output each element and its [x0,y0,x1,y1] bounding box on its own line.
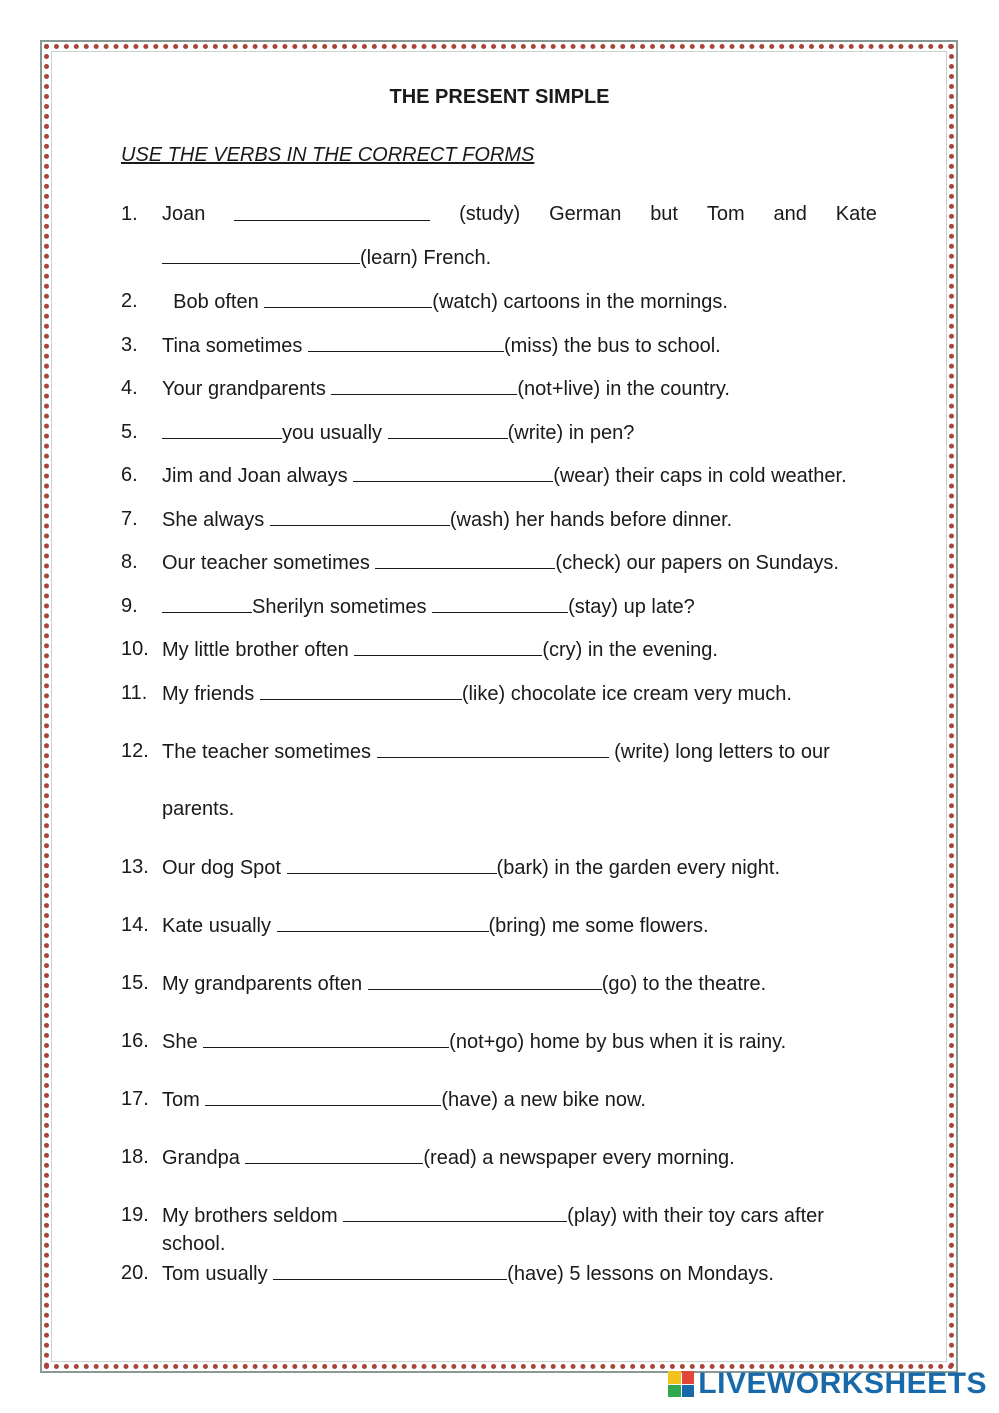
question-text [162,1203,824,1228]
question-number: 5. [121,421,138,443]
q1-word: but [650,203,678,225]
question-text [162,289,728,314]
answer-blank[interactable] [368,971,602,990]
question-1-line-1 [162,202,877,226]
question-text [162,1145,735,1170]
question-prefix: My brothers seldom [162,1205,344,1227]
question-suffix: (check) our papers on Sundays. [555,552,839,574]
question-number: 16. [121,1030,149,1052]
question-text [162,739,830,764]
q1-word: Kate [835,203,877,225]
question-text [162,507,732,532]
answer-blank[interactable] [432,594,568,613]
question-number: 10. [121,638,149,660]
question-number: 6. [121,464,138,486]
question-number: 17. [121,1088,149,1110]
answer-blank[interactable] [260,681,462,700]
question-suffix: (write) in pen? [507,422,635,444]
question-text [162,971,766,996]
question-suffix: (bring) me some flowers. [488,915,709,937]
question-number-1: 1. [121,203,138,225]
answer-blank[interactable] [205,1087,441,1106]
answer-blank[interactable] [245,1145,423,1164]
question-prefix: Our dog Spot [162,857,287,879]
question-prefix: She [162,1031,204,1053]
answer-blank[interactable] [375,550,555,569]
question-number: 7. [121,508,138,530]
q1-word: and [773,203,807,225]
question-prefix: My little brother often [162,639,355,661]
question-prefix: The teacher sometimes [162,741,377,763]
footer-watermark [668,1367,987,1401]
instruction: USE THE VERBS IN THE CORRECT FORMS [121,144,535,166]
question-prefix: Bob often [162,291,265,313]
answer-blank[interactable] [331,376,517,395]
q1-word: Tom [706,203,745,225]
question-text [162,420,634,445]
answer-blank[interactable] [264,289,432,308]
question-text [162,1261,774,1286]
question-text [162,913,709,938]
answer-blank[interactable] [354,637,542,656]
question-prefix: My friends [162,683,260,705]
question-suffix: (have) 5 lessons on Mondays. [507,1263,774,1285]
question-prefix: Tom usually [162,1263,274,1285]
question-text [162,1087,646,1112]
question-number: 11. [121,682,148,704]
q1-word: Joan [162,203,206,225]
question-number: 9. [121,595,138,617]
question-suffix: (go) to the theatre. [601,973,767,995]
answer-blank[interactable] [308,333,504,352]
question-number: 2. [121,290,138,312]
answer-blank[interactable] [270,507,450,526]
question-number: 4. [121,377,138,399]
question-text [162,333,721,358]
question-1-line-2 [162,245,491,270]
question-suffix: (wear) their caps in cold weather. [553,465,847,487]
question-number: 20. [121,1262,149,1284]
question-text [162,550,839,575]
q1-word: (study) [459,203,521,225]
question-text [162,594,695,619]
question-suffix: (like) chocolate ice cream very much. [461,683,792,705]
question-prefix: Your grandparents [162,378,332,400]
question-subject: you usually [282,422,388,444]
question-line-2: parents. [162,798,235,820]
answer-blank[interactable] [353,463,553,482]
answer-blank[interactable] [273,1261,507,1280]
question-text [162,1029,786,1054]
question-number: 13. [121,856,149,878]
question-suffix: (cry) in the evening. [542,639,718,661]
question-number: 3. [121,334,138,356]
question-number: 12. [121,740,149,762]
liveworksheets-logo-icon [668,1371,694,1397]
question-number: 8. [121,551,138,573]
answer-blank[interactable] [162,594,252,613]
answer-blank[interactable] [287,855,497,874]
question-suffix: (play) with their toy cars after [567,1205,824,1227]
question-prefix: Grandpa [162,1147,246,1169]
answer-blank[interactable] [377,739,609,758]
question-text [162,463,847,488]
answer-blank[interactable] [162,420,282,439]
question-suffix: (have) a new bike now. [441,1089,646,1111]
question-suffix: (read) a newspaper every morning. [423,1147,735,1169]
question-text [162,637,718,662]
question-prefix: Kate usually [162,915,277,937]
worksheet-title: THE PRESENT SIMPLE [389,86,610,108]
answer-blank-1a[interactable] [234,202,430,221]
answer-blank[interactable] [388,420,508,439]
question-prefix: Our teacher sometimes [162,552,376,574]
question-prefix: She always [162,509,270,531]
question-line-2: school. [162,1233,226,1255]
question-subject: Sherilyn sometimes [252,596,433,618]
question-suffix: (miss) the bus to school. [503,335,721,357]
question-number: 14. [121,914,149,936]
question-prefix: Jim and Joan always [162,465,354,487]
answer-blank-1b[interactable] [162,245,360,264]
page-border [40,40,958,1373]
answer-blank[interactable] [277,913,489,932]
answer-blank[interactable] [203,1029,449,1048]
question-number: 18. [121,1146,149,1168]
question-prefix: Tina sometimes [162,335,308,357]
question-prefix: Tom [162,1089,206,1111]
question-suffix: (write) long letters to our [608,741,830,763]
answer-blank[interactable] [343,1203,567,1222]
question-suffix: (not+live) in the country. [517,378,730,400]
question-text [162,681,792,706]
question-suffix: (watch) cartoons in the mornings. [432,291,728,313]
question-suffix: (not+go) home by bus when it is rainy. [449,1031,787,1053]
question-suffix: (wash) her hands before dinner. [449,509,733,531]
brand-name: LIVEWORKSHEETS [698,1367,987,1400]
q1-ending: (learn) French. [360,247,492,269]
question-suffix: (bark) in the garden every night. [496,857,781,879]
q1-word: German [549,203,622,225]
question-prefix: My grandparents often [162,973,368,995]
question-text [162,855,780,880]
question-text [162,376,730,401]
question-number: 19. [121,1204,149,1226]
question-suffix: (stay) up late? [568,596,695,618]
question-number: 15. [121,972,149,994]
